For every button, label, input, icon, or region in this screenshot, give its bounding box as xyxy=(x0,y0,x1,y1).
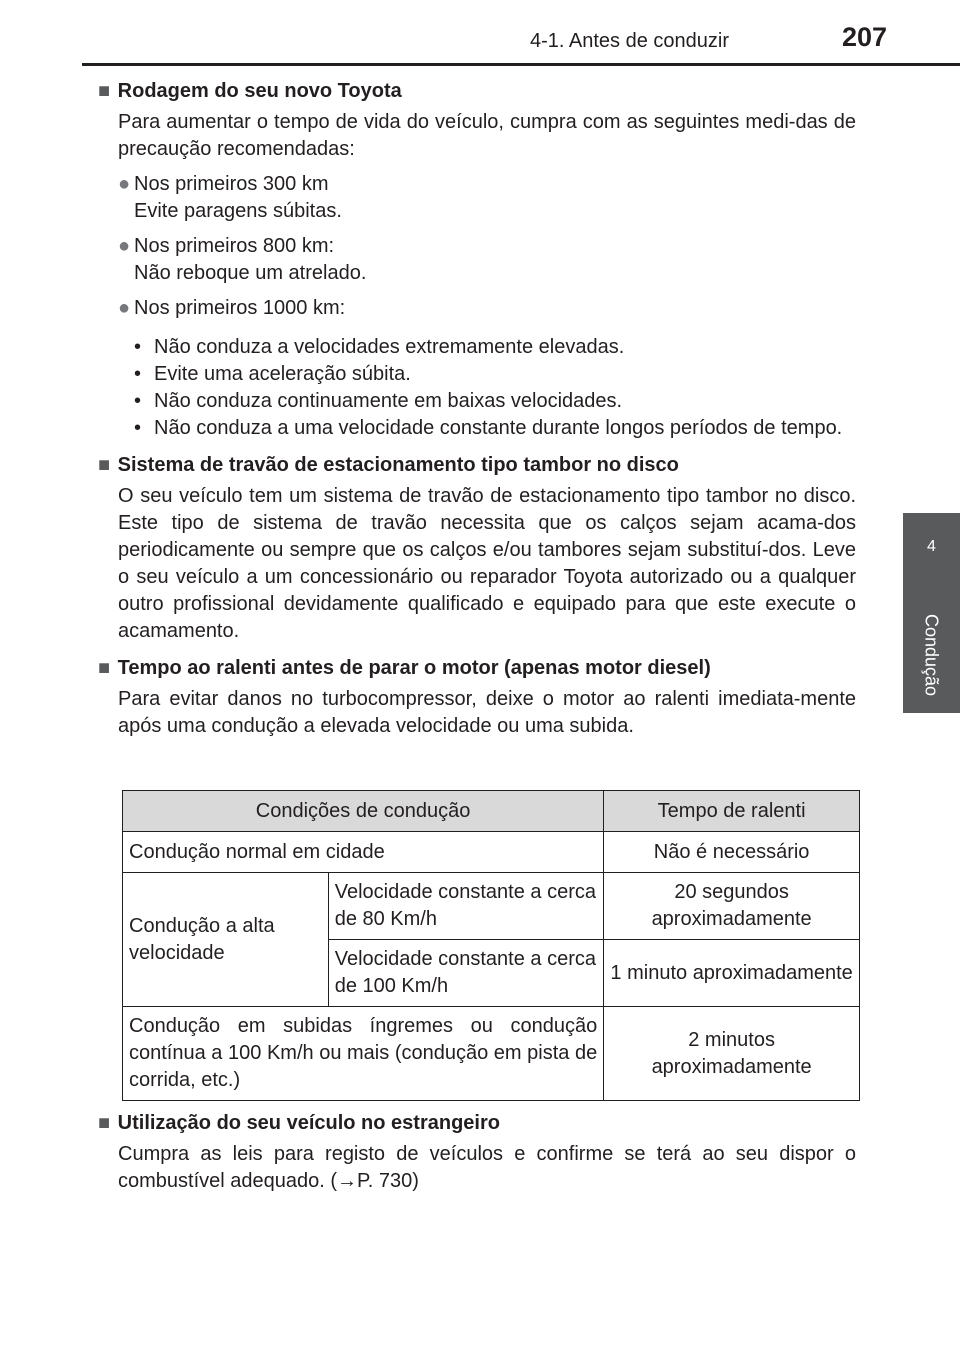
list-item: • Não conduza a velocidades extremamente elevadas. xyxy=(134,336,625,358)
abroad-section xyxy=(98,1110,856,1203)
page-number: 207 xyxy=(842,22,888,52)
drum-brake-title-text: Sistema de travão de estacionamento tipo tambor no disco xyxy=(117,454,679,476)
idle-time-table xyxy=(122,790,860,1101)
bullet-icon: ● xyxy=(118,297,131,319)
drum-brake-body: O seu veículo tem um sistema de travão de estacionamento tipo tambor no disco. Este tipo de sistema de travão necessita que os calços sejam acama-dos periodicamente ou sempre que os calços e/ou tambores sejam substituí-dos. Leve o seu veículo a um concessionário ou reparador Toyota autorizado ou a qualquer outro profissional devidamente qualificado e equipado para que este execute o acamamento. xyxy=(118,485,856,642)
table-row xyxy=(123,873,860,940)
section-header: 4-1. Antes de conduzir xyxy=(530,30,730,52)
table-cell-high-speed: Condução a alta velocidade xyxy=(123,873,329,1007)
table-row xyxy=(123,1007,860,1101)
table-cell-time: 2 minutos aproximadamente xyxy=(604,1007,860,1101)
table-cell-condition: Velocidade constante a cerca de 80 Km/h xyxy=(328,873,604,940)
section-marker-icon: ■ xyxy=(98,454,111,476)
break-in-item-detail: Não reboque um atrelado. xyxy=(134,262,367,284)
break-in-sub-list xyxy=(134,334,856,442)
table-cell-time: 20 segundos aproximadamente xyxy=(604,873,860,940)
bullet-icon: ● xyxy=(118,173,131,195)
table-cell-time: Não é necessário xyxy=(604,832,860,873)
list-item: • Não conduza continuamente em baixas velocidades. xyxy=(134,390,623,412)
section-marker-icon: ■ xyxy=(98,1112,111,1134)
break-in-item-heading: Nos primeiros 1000 km: xyxy=(134,297,346,319)
break-in-item xyxy=(118,171,856,198)
list-item: • Evite uma aceleração súbita. xyxy=(134,363,411,385)
table-header-conditions: Condições de condução xyxy=(123,791,604,832)
header-divider xyxy=(82,63,960,66)
table-header-idle-time: Tempo de ralenti xyxy=(604,791,860,832)
break-in-item xyxy=(118,295,856,322)
table-cell-condition: Velocidade constante a cerca de 100 Km/h xyxy=(328,940,604,1007)
idle-time-body: Para evitar danos no turbocompressor, deixe o motor ao ralenti imediata-mente após uma condução a elevada velocidade ou uma subida. xyxy=(118,688,856,737)
table-cell-time: 1 minuto aproximadamente xyxy=(604,940,860,1007)
table-header-row xyxy=(123,791,860,832)
abroad-title-text: Utilização do seu veículo no estrangeiro xyxy=(117,1112,500,1134)
table-cell-condition: Condução normal em cidade xyxy=(123,832,604,873)
break-in-title-text: Rodagem do seu novo Toyota xyxy=(117,80,402,102)
break-in-item xyxy=(118,233,856,260)
abroad-title xyxy=(98,1110,856,1137)
drum-brake-title xyxy=(98,452,856,479)
section-marker-icon: ■ xyxy=(98,80,111,102)
chapter-number: 4 xyxy=(927,538,936,555)
break-in-intro: Para aumentar o tempo de vida do veículo, cumpra com as seguintes medi-das de precaução recomendadas: xyxy=(118,111,856,160)
break-in-item-heading: Nos primeiros 800 km: xyxy=(134,235,335,257)
table-cell-condition: Condução em subidas íngremes ou condução contínua a 100 Km/h ou mais (condução em pista de corrida, etc.) xyxy=(123,1007,604,1101)
abroad-body: Cumpra as leis para registo de veículos e confirme se terá ao seu dispor o combustível adequado. (→P. 730) xyxy=(118,1143,856,1192)
chapter-label: Condução xyxy=(921,613,942,697)
section-marker-icon: ■ xyxy=(98,657,111,679)
break-in-title xyxy=(98,78,856,105)
main-content xyxy=(98,78,856,748)
break-in-item-detail: Evite paragens súbitas. xyxy=(134,200,342,222)
list-item: • Não conduza a uma velocidade constante durante longos períodos de tempo. xyxy=(134,417,843,439)
break-in-item-heading: Nos primeiros 300 km xyxy=(134,173,329,195)
idle-time-title xyxy=(98,655,856,682)
bullet-icon: ● xyxy=(118,235,131,257)
idle-time-title-text: Tempo ao ralenti antes de parar o motor (apenas motor diesel) xyxy=(117,657,711,679)
table-row xyxy=(123,832,860,873)
